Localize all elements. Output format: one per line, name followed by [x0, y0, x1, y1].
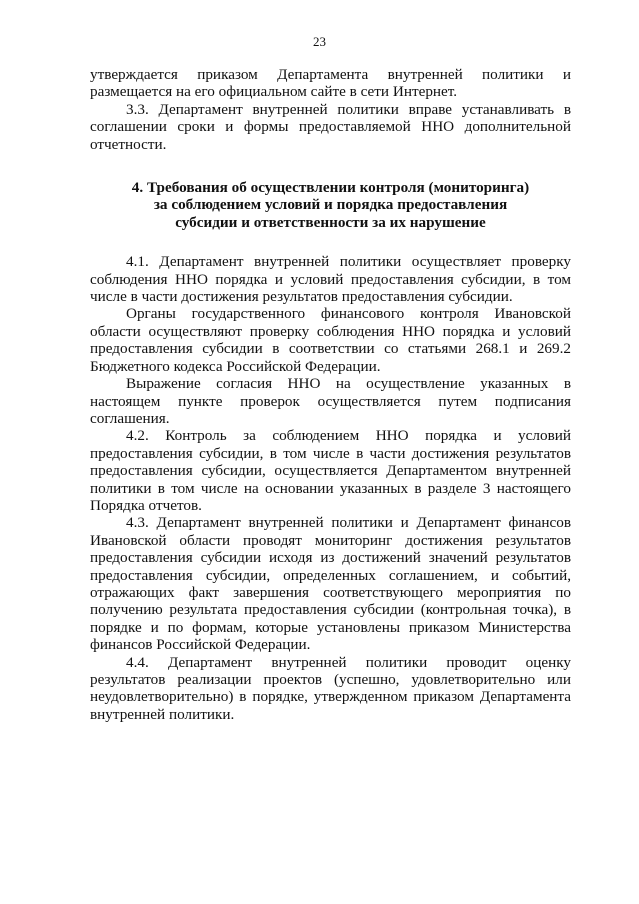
section-heading-line: за соблюдением условий и порядка предоставления: [153, 196, 508, 214]
section-4-heading: [90, 179, 571, 231]
section-heading-line: 4. Требования об осуществлении контроля (мониторинга): [131, 179, 530, 197]
paragraph-4-1-control-bodies: Органы государственного финансового контроля Ивановской области осуществляют проверку соблюдения ННО порядка и условий предоставления субсидии в соответствии со статьями 268.1 и 269.2 Бюджетного кодекса Российской Федерации.: [90, 305, 571, 375]
paragraph-4-4: 4.4. Департамент внутренней политики проводит оценку результатов реализации проектов (успешно, удовлетворительно или неудовлетворительно) в порядке, утвержденном приказом Департамента внутренней политики.: [90, 653, 571, 723]
section-heading-line: субсидии и ответственности за их нарушение: [175, 213, 486, 231]
paragraph-continuation: утверждается приказом Департамента внутренней политики и размещается на его официальном сайте в сети Интернет.: [90, 66, 571, 101]
paragraph-4-2: 4.2. Контроль за соблюдением ННО порядка и условий предоставления субсидии, в том числе в части достижения результатов предоставления субсидии, осуществляется Департаментом внутренней политики в том числе на основании указанных в разделе 3 настоящего Порядка отчетов.: [90, 427, 571, 514]
document-body: [90, 66, 571, 723]
paragraph-4-3: 4.3. Департамент внутренней политики и Департамент финансов Ивановской области проводят мониторинг достижения результатов предоставления субсидии исходя из достижений значений результатов предоставления субсидии, определенных соглашением, и событий, отражающих факт завершения соответствующего мероприятия по получению результата предоставления субсидии (контрольная точка), в порядке и по формам, которые установлены приказом Министерства финансов Российской Федерации.: [90, 514, 571, 654]
page-number: 23: [313, 34, 326, 49]
paragraph-4-1-consent: Выражение согласия ННО на осуществление указанных в настоящем пункте проверок осуществляется путем подписания соглашения.: [90, 375, 571, 427]
paragraph-3-3: 3.3. Департамент внутренней политики вправе устанавливать в соглашении сроки и формы предоставляемой ННО дополнительной отчетности.: [90, 100, 571, 153]
paragraph-4-1: 4.1. Департамент внутренней политики осуществляет проверку соблюдения ННО порядка и условий предоставления субсидии, в том числе в части достижения результатов предоставления субсидии.: [90, 253, 571, 306]
